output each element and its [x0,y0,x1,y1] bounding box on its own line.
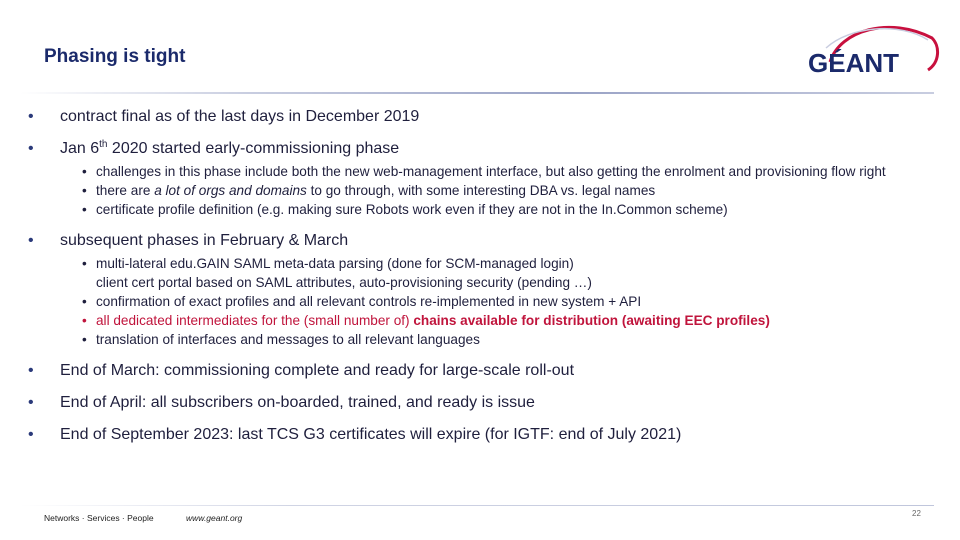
bullet-end-of-march: • End of March: commissioning complete and ready for large-scale roll-out [28,360,928,381]
title-divider [20,92,934,94]
footer-tagline: Networks · Services · People [44,513,154,523]
sub-bullet-edugain: • multi-lateral edu.GAIN SAML meta-data parsing (done for SCM-managed login) client cert portal based on SAML attributes, auto-provisioning security (pending …) [28,254,898,292]
bullet-contract-final: • contract final as of the last days in December 2019 [28,106,928,127]
phase2-sublist [28,254,928,349]
geant-logo [800,18,940,84]
sub-bullet-certificate-profile: • certificate profile definition (e.g. making sure Robots work even if they are not in the In.Common scheme) [28,200,898,219]
footer-url[interactable]: www.geant.org [186,513,243,523]
slide-content [28,104,928,445]
bullet-subsequent-phases: • subsequent phases in February & March [28,230,928,251]
bullet-end-of-april: • End of April: all subscribers on-boarded, trained, and ready is issue [28,392,928,413]
sub-bullet-challenges: • challenges in this phase include both the new web-management interface, but also getting the enrolment and provisioning flow right [28,162,898,181]
page-number: 22 [912,509,921,518]
sub-bullet-confirmation: • confirmation of exact profiles and all relevant controls re-implemented in new system + API [28,292,898,311]
footer-divider [20,505,934,506]
sub-bullet-orgs-domains: • there are a lot of orgs and domains to go through, with some interesting DBA vs. legal names [28,181,898,200]
slide-title: Phasing is tight [44,46,186,67]
bullet-jan-started: • Jan 6th 2020 started early-commissioning phase [28,138,928,159]
logo-text: GÉANT [808,48,899,78]
sub-bullet-translation: • translation of interfaces and messages to all relevant languages [28,330,898,349]
phase1-sublist [28,162,928,219]
bullet-end-of-september: • End of September 2023: last TCS G3 certificates will expire (for IGTF: end of July 2021) [28,424,928,445]
sub-bullet-intermediates: • all dedicated intermediates for the (small number of) chains available for distribution (awaiting EEC profiles) [28,311,898,330]
